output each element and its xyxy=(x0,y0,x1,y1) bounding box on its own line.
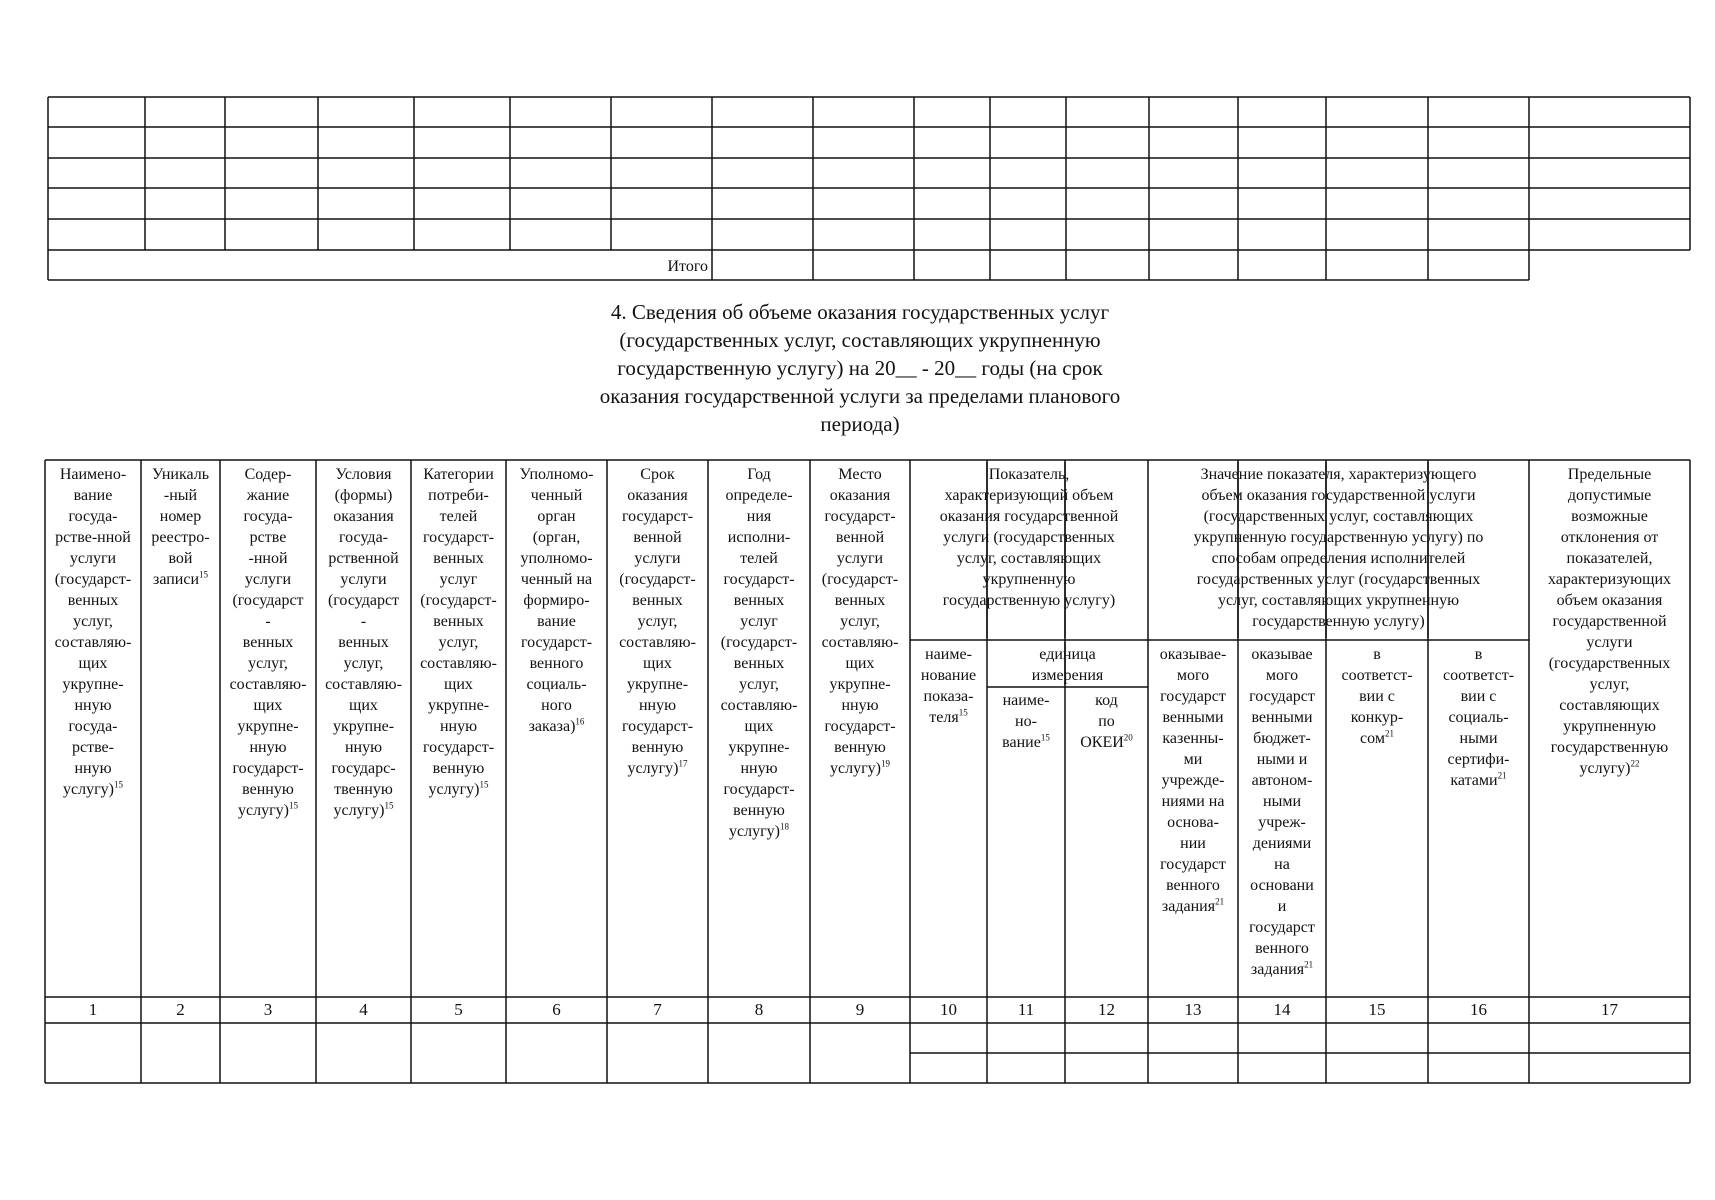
header-cell-line: катами$^{21}$ xyxy=(1450,770,1507,789)
footnote-ref: 15 xyxy=(199,569,208,580)
header-cell-line: щих xyxy=(349,697,378,714)
header-cell-line: венную xyxy=(432,760,485,777)
header-cell-line: нную xyxy=(740,760,778,777)
footnote-ref: 21 xyxy=(1384,728,1394,739)
header-cell-line: жание xyxy=(246,487,290,504)
header-cell-line: наиме- xyxy=(1002,692,1050,709)
header-cell-line: услугу)$^{17}$ xyxy=(627,758,688,777)
header-cell-line: рственной xyxy=(328,550,399,567)
total-label: Итого xyxy=(667,258,708,275)
header-cell-line: (государст- xyxy=(54,571,132,588)
header-cell-line: составляю- xyxy=(325,676,402,693)
section-title-line: оказания государственной услуги за пределами планового xyxy=(599,384,1121,408)
header-cell-line: венного xyxy=(529,655,584,672)
header-cell-line: венных xyxy=(242,634,294,651)
column-number: 6 xyxy=(552,1000,561,1019)
header-cell-line: измерения xyxy=(1031,667,1104,684)
footnote-ref: 16 xyxy=(575,716,585,727)
footnote-ref: 15 xyxy=(384,800,394,811)
header-cell-line: венных xyxy=(338,634,389,651)
header-cell-line: ными xyxy=(1459,730,1498,747)
header-cell-line: услуг, составляющих укрупненную xyxy=(1217,592,1460,609)
header-cell-line: щих xyxy=(444,676,473,693)
footnote-ref: 15 xyxy=(479,779,489,790)
footnote-ref: 19 xyxy=(880,758,890,769)
footnote-ref: 20 xyxy=(1123,732,1133,743)
footnote-ref: 22 xyxy=(1630,758,1640,769)
header-cell-h9 xyxy=(810,464,910,779)
header-cell-line: составляю- xyxy=(420,655,497,672)
header-cell-line: услуг, xyxy=(248,655,288,672)
header-cell-line: составляю- xyxy=(720,697,798,714)
header-cell-line: ченный xyxy=(530,487,583,504)
header-cell-line: укрупненную государственную услугу) по xyxy=(1193,529,1484,546)
header-cell-line: (государст- xyxy=(619,571,696,588)
header-cell-line: услуги xyxy=(340,571,387,588)
header-cell-line: задания$^{21}$ xyxy=(1250,959,1314,978)
header-cell-line: государст- xyxy=(621,508,694,525)
header-cell-line: потреби- xyxy=(428,487,489,504)
header-cell-line: сертифи- xyxy=(1447,751,1510,768)
header-cell-line: (государственных xyxy=(1548,655,1671,672)
header-cell-h13 xyxy=(1148,644,1238,917)
header-cell-line: но- xyxy=(1015,713,1037,730)
header-cell-line: услугу)$^{15}$ xyxy=(238,800,298,819)
header-cell-line: формиро- xyxy=(523,592,590,609)
header-cell-line: венную xyxy=(631,739,684,756)
header-cell-h3 xyxy=(220,464,316,821)
header-cell-line: рстве- xyxy=(72,739,114,756)
header-cell-line: оказания xyxy=(333,508,394,525)
header-cell-line: нную xyxy=(439,718,478,735)
header-cell-line: укрупне- xyxy=(626,676,689,693)
column-number: 10 xyxy=(940,1000,957,1019)
column-number: 5 xyxy=(454,1000,463,1019)
header-cell-line: государст xyxy=(1160,688,1226,705)
header-cell-line: мого xyxy=(1176,667,1210,684)
header-cell-line: заказа)$^{16}$ xyxy=(528,716,585,735)
header-cell-line: в xyxy=(1373,646,1381,663)
header-cell-line: венного xyxy=(1166,877,1220,894)
header-cell-line: Содер- xyxy=(244,466,292,483)
header-cell-line: в xyxy=(1474,646,1483,663)
header-cell-line: Год xyxy=(747,466,771,483)
header-cell-line: нную xyxy=(841,697,879,714)
column-number: 2 xyxy=(176,1000,185,1019)
header-cell-line: укрупне- xyxy=(62,676,124,693)
header-cell-line: ниями на xyxy=(1161,793,1225,810)
header-cell-line: (государст- xyxy=(420,592,497,609)
header-cell-line: (государственных услуг, составляющих xyxy=(1203,508,1474,525)
header-cell-line: услуги xyxy=(1586,634,1633,651)
header-cell-line: отклонения от xyxy=(1560,529,1659,546)
header-cell-line: вии с xyxy=(1359,688,1395,705)
header-cell-line: нную xyxy=(74,697,112,714)
footnote-ref: 15 xyxy=(958,707,968,718)
header-cell-line: основа- xyxy=(1167,814,1219,831)
header-cell-line: госуда- xyxy=(243,508,293,525)
header-cell-line: сом$^{21}$ xyxy=(1360,728,1394,747)
header-cell-line: услугу)$^{15}$ xyxy=(428,779,489,798)
header-cell-line: -нной xyxy=(248,550,288,567)
header-cell-h12 xyxy=(1065,690,1148,753)
header-cell-h2 xyxy=(141,464,220,590)
header-cell-line: услуги xyxy=(634,550,681,567)
column-number: 11 xyxy=(1017,1000,1035,1019)
header-cell-line: государст- xyxy=(520,634,593,651)
section-title-line: (государственных услуг, составляющих укрупненную xyxy=(619,328,1101,352)
header-cell-line: показа- xyxy=(923,688,974,705)
header-cell-line: услуг, xyxy=(1589,676,1630,693)
header-cell-line: венных xyxy=(67,592,119,609)
header-cell-line: оказывае- xyxy=(1159,646,1227,663)
header-cell-line: услуги (государственных xyxy=(943,529,1115,546)
header-cell-line: (орган, xyxy=(532,529,581,546)
column-number: 16 xyxy=(1470,1000,1487,1019)
column-number: 17 xyxy=(1601,1000,1618,1019)
header-cell-line: и xyxy=(1277,898,1287,915)
header-cell-line: услугу)$^{15}$ xyxy=(63,779,123,798)
header-cell-line: нную xyxy=(249,739,287,756)
header-cell-line: венных xyxy=(433,550,484,567)
header-cell-line: возможные xyxy=(1571,508,1648,525)
header-cell-line: Уполномо- xyxy=(519,466,594,483)
header-cell-line: бюджет- xyxy=(1253,730,1311,747)
header-cell-line: щих xyxy=(253,697,283,714)
header-cell-line: венных xyxy=(834,592,886,609)
top-table-lines xyxy=(48,97,1690,280)
section-title-line: периода) xyxy=(820,412,900,436)
header-cell-line: государст xyxy=(1249,919,1315,936)
header-cell-line: составляю- xyxy=(821,634,899,651)
column-number: 3 xyxy=(263,1000,273,1019)
header-cell-line: соответст- xyxy=(1341,667,1413,684)
header-cell-h15 xyxy=(1326,644,1428,749)
header-cell-line: государст- xyxy=(824,718,896,735)
header-cell-line: услуг, xyxy=(739,676,779,693)
header-cell-line: Значение показателя, характеризующего xyxy=(1200,466,1477,483)
header-cell-h4 xyxy=(316,464,411,821)
header-cell-line: (государст xyxy=(232,592,304,609)
header-cell-line: государст- xyxy=(723,571,795,588)
column-number: 1 xyxy=(88,1000,98,1019)
header-cell-line: государст xyxy=(1249,688,1315,705)
header-cell-line: твенную xyxy=(334,781,393,798)
header-cell-line: услуги xyxy=(836,550,884,567)
column-number: 7 xyxy=(653,1000,662,1019)
header-cell-line: теля$^{15}$ xyxy=(929,707,968,726)
section-title xyxy=(420,298,1300,438)
header-cell-line: единица xyxy=(1039,646,1096,663)
header-cell-line: государст- xyxy=(232,760,304,777)
header-cell-line: государственную услугу) xyxy=(942,592,1116,609)
header-cell-line: услуг, xyxy=(840,613,880,630)
column-number: 4 xyxy=(359,1000,368,1019)
header-cell-line: социаль- xyxy=(526,676,587,693)
header-cell-line: услугу)$^{15}$ xyxy=(333,800,394,819)
header-cell-line: венных xyxy=(733,655,785,672)
header-cell-line: Место xyxy=(838,466,882,483)
header-cell-line: ного xyxy=(541,697,572,714)
header-cell-h17 xyxy=(1529,464,1690,779)
header-cell-line: укрупне- xyxy=(728,739,790,756)
header-cell-line: вии с xyxy=(1460,688,1497,705)
footnote-ref: 15 xyxy=(288,800,298,811)
header-cell-line: (государст xyxy=(327,592,400,609)
header-cell-line: орган xyxy=(537,508,576,525)
header-cell-line: нную xyxy=(74,760,112,777)
header-cell-line: венных xyxy=(632,592,683,609)
header-cell-line: оказания государственной xyxy=(939,508,1119,525)
header-cell-line: услуг, xyxy=(637,613,678,630)
header-cell-line: венную xyxy=(242,781,294,798)
header-cell-line: нную xyxy=(638,697,677,714)
header-cell-line: объем оказания государственной услуги xyxy=(1201,487,1476,504)
column-number: 13 xyxy=(1184,1000,1202,1019)
header-cell-line: ченный на xyxy=(520,571,593,588)
header-cell-line: венных xyxy=(733,592,785,609)
header-cell-line: объем оказания xyxy=(1556,592,1663,609)
header-cell-h6 xyxy=(506,464,607,737)
header-cell-line: соответст- xyxy=(1442,667,1515,684)
header-cell-line: венной xyxy=(835,529,885,546)
header-cell-line: венными xyxy=(1251,709,1313,726)
header-cell-line: государственных услуг (государственных xyxy=(1196,571,1481,588)
header-cell-line: наиме- xyxy=(925,646,972,663)
footnote-ref: 21 xyxy=(1215,896,1225,907)
footnote-ref: 21 xyxy=(1497,770,1507,781)
header-cell-line: государс- xyxy=(331,760,396,777)
header-cell-line: Наимено- xyxy=(59,466,127,483)
header-cell-g11 xyxy=(987,644,1148,686)
header-cell-line: -ный xyxy=(163,487,198,504)
header-cell-line: услугу)$^{19}$ xyxy=(830,758,890,777)
header-cell-line: услуг, xyxy=(73,613,113,630)
header-cell-line: государст- xyxy=(723,781,795,798)
header-cell-line: услуги xyxy=(244,571,292,588)
header-cell-line: основани xyxy=(1250,877,1314,894)
header-cell-line: венных xyxy=(433,613,484,630)
header-cell-line: (формы) xyxy=(334,487,393,504)
header-cell-line: вание xyxy=(73,487,113,504)
header-cell-line: услуг xyxy=(439,571,478,588)
header-cell-line: реестро- xyxy=(151,529,210,546)
footnote-ref: 18 xyxy=(779,821,789,832)
header-cell-line: укрупненную xyxy=(1563,718,1656,735)
header-cell-h10 xyxy=(910,644,987,728)
header-cell-line: услугу)$^{22}$ xyxy=(1579,758,1640,777)
header-cell-line: - xyxy=(265,613,271,630)
header-cell-line: щих xyxy=(78,655,108,672)
header-cell-line: учреж- xyxy=(1258,814,1306,831)
header-cell-line: характеризующих xyxy=(1547,571,1672,588)
header-cell-line: услуг xyxy=(740,613,778,630)
header-cell-line: оказания xyxy=(627,487,688,504)
header-cell-line: венной xyxy=(633,529,682,546)
header-cell-h8 xyxy=(708,464,810,842)
header-cell-line: государственную xyxy=(1550,739,1669,756)
column-number: 14 xyxy=(1273,1000,1291,1019)
header-cell-line: Условия xyxy=(335,466,392,483)
header-cell-line: на xyxy=(1274,856,1290,873)
header-cell-h7 xyxy=(607,464,708,779)
header-cell-line: нную xyxy=(344,739,383,756)
header-cell-line: - xyxy=(360,613,367,630)
header-cell-line: щих xyxy=(845,655,875,672)
header-cell-h14 xyxy=(1238,644,1326,980)
header-cell-line: услуг, составляющих xyxy=(956,550,1102,567)
header-cell-line: (государст- xyxy=(821,571,899,588)
header-cell-line: способам определения исполнителей xyxy=(1211,550,1466,567)
header-cell-line: государственную услугу) xyxy=(1252,613,1425,630)
header-cell-line: укрупне- xyxy=(332,718,395,735)
header-cell-line: государст- xyxy=(621,718,694,735)
header-cell-line: записи$^{15}$ xyxy=(153,569,208,588)
header-cell-line: ми xyxy=(1183,751,1203,768)
header-cell-line: (государст- xyxy=(720,634,798,651)
header-cell-line: Категории xyxy=(423,466,494,483)
header-cell-line: социаль- xyxy=(1448,709,1509,726)
header-cell-line: рстве-нной xyxy=(55,529,131,546)
header-cell-line: ния xyxy=(746,508,772,525)
header-cell-line: учрежде- xyxy=(1161,772,1225,789)
header-cell-line: составляющих xyxy=(1559,697,1660,714)
header-cell-line: укрупне- xyxy=(237,718,299,735)
header-cell-h1 xyxy=(45,464,141,800)
header-cell-line: госуда- xyxy=(68,718,118,735)
header-cell-line: государственной xyxy=(1552,613,1667,630)
header-cell-line: услуг, xyxy=(438,634,479,651)
header-cell-line: исполни- xyxy=(727,529,791,546)
header-cell-line: венную xyxy=(834,739,886,756)
header-cell-line: номер xyxy=(159,508,202,525)
header-cell-line: допустимые xyxy=(1567,487,1652,504)
header-cell-line: государст- xyxy=(422,739,495,756)
header-cell-line: по xyxy=(1098,713,1115,730)
header-cell-line: рстве xyxy=(249,529,287,546)
column-number: 9 xyxy=(855,1000,865,1019)
header-cell-line: щих xyxy=(643,655,672,672)
header-cell-line: госуда- xyxy=(68,508,118,525)
header-cell-line: услугу)$^{18}$ xyxy=(729,821,789,840)
header-cell-h16 xyxy=(1428,644,1529,791)
header-cell-line: конкур- xyxy=(1350,709,1404,726)
header-cell-line: показателей, xyxy=(1566,550,1653,567)
header-cell-line: дениями xyxy=(1252,835,1312,852)
header-cell-line: вание$^{15}$ xyxy=(1002,732,1050,751)
footnote-ref: 21 xyxy=(1304,959,1314,970)
header-cell-line: щих xyxy=(744,718,774,735)
footnote-ref: 15 xyxy=(113,779,123,790)
header-cell-line: ОКЕИ$^{20}$ xyxy=(1080,732,1133,751)
header-cell-g13 xyxy=(1148,464,1529,632)
header-cell-line: венными xyxy=(1162,709,1224,726)
footnote-ref: 17 xyxy=(678,758,688,769)
header-cell-line: задания$^{21}$ xyxy=(1161,896,1225,915)
header-cell-h11 xyxy=(987,690,1065,753)
header-cell-line: укрупненную xyxy=(982,571,1076,588)
header-cell-line: государст xyxy=(1160,856,1226,873)
header-cell-line: определе- xyxy=(725,487,793,504)
footnote-ref: 15 xyxy=(1040,732,1050,743)
header-cell-line: услуги xyxy=(69,550,117,567)
header-cell-line: Показатель, xyxy=(988,466,1070,483)
header-cell-line: ными xyxy=(1263,793,1301,810)
header-cell-line: казенны- xyxy=(1162,730,1224,747)
header-cell-line: код xyxy=(1095,692,1118,709)
column-number: 15 xyxy=(1368,1000,1386,1019)
header-cell-line: вание xyxy=(537,613,576,630)
header-cell-line: уполномо- xyxy=(520,550,593,567)
section-title-line: 4. Сведения об объеме оказания государственных услуг xyxy=(610,300,1110,324)
header-cell-line: составляю- xyxy=(54,634,132,651)
header-cell-line: Срок xyxy=(640,466,675,483)
header-cell-line: услуг, xyxy=(343,655,384,672)
header-cell-line: вой xyxy=(168,550,193,567)
header-cell-line: оказания xyxy=(829,487,891,504)
header-cell-line: автоном- xyxy=(1251,772,1313,789)
header-cell-line: нование xyxy=(920,667,977,684)
header-cell-line: телей xyxy=(740,550,778,567)
header-cell-line: ными и xyxy=(1256,751,1308,768)
header-cell-line: Предельные xyxy=(1567,466,1652,483)
header-cell-g10 xyxy=(910,464,1148,611)
header-cell-line: государст- xyxy=(422,529,495,546)
header-cell-line: венного xyxy=(1255,940,1309,957)
column-number: 8 xyxy=(754,1000,764,1019)
section-title-line: государственную услугу) на 20__ - 20__ годы (на срок xyxy=(617,356,1103,380)
column-number: 12 xyxy=(1098,1000,1115,1019)
header-cell-h5 xyxy=(411,464,506,800)
header-cell-line: укрупне- xyxy=(427,697,490,714)
header-cell-line: составляю- xyxy=(619,634,696,651)
header-cell-line: государст- xyxy=(824,508,896,525)
header-cell-line: мого xyxy=(1265,667,1299,684)
header-cell-line: укрупне- xyxy=(829,676,891,693)
header-cell-line: составляю- xyxy=(229,676,307,693)
header-cell-line: характеризующий объем xyxy=(944,487,1114,504)
header-cell-line: телей xyxy=(439,508,478,525)
header-cell-line: госуда- xyxy=(338,529,388,546)
header-cell-line: оказывае xyxy=(1251,646,1313,663)
header-cell-line: Уникаль xyxy=(151,466,210,483)
header-cell-line: венную xyxy=(733,802,785,819)
header-cell-line: нии xyxy=(1180,835,1206,852)
